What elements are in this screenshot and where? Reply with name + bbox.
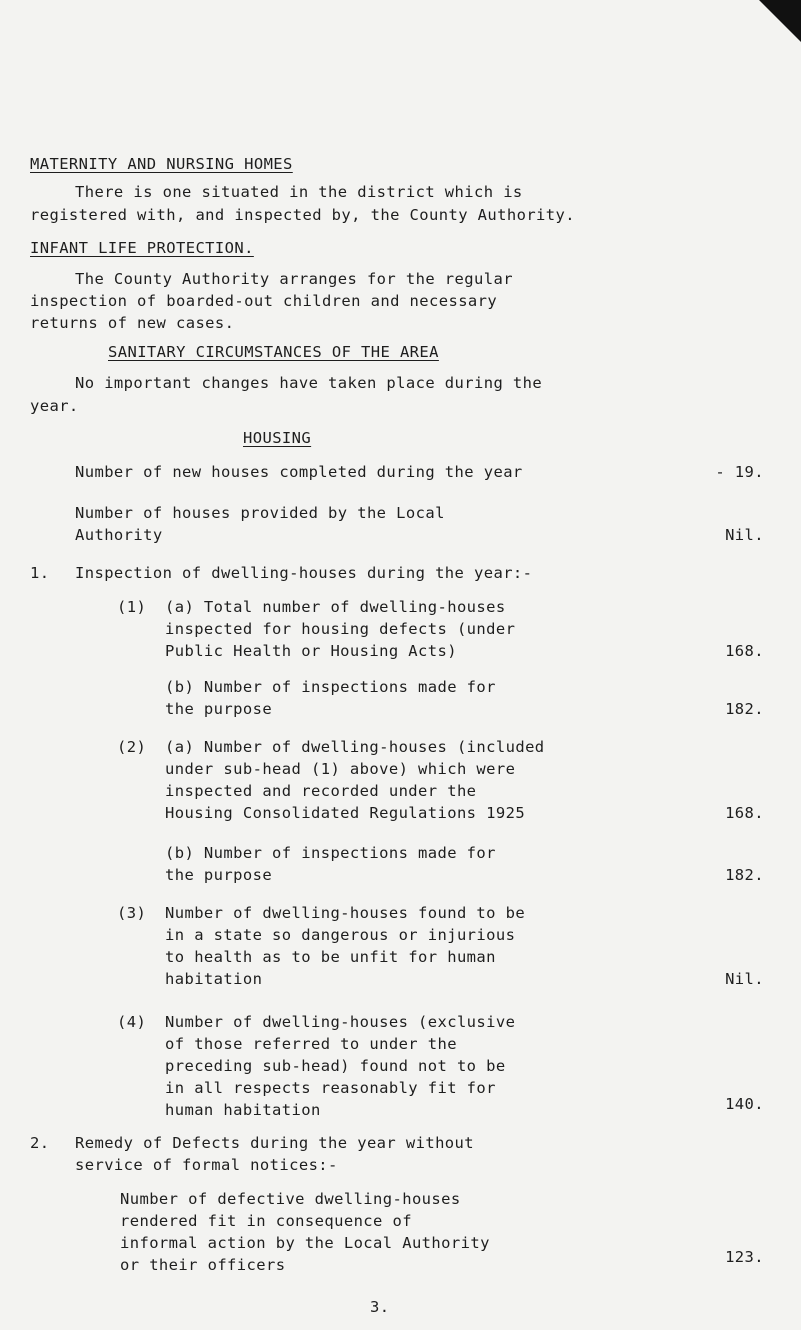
sanitary-text-line-2: year. (30, 397, 79, 415)
item-2-sub-line-3: informal action by the Local Authority (120, 1234, 490, 1252)
maternity-text-line-2: registered with, and inspected by, the County Authority. (30, 206, 575, 224)
item-2-line-2: service of formal notices:- (75, 1156, 338, 1174)
item-2-sub-line-1: Number of defective dwelling-houses (120, 1190, 461, 1208)
item-1-1a-line-3: Public Health or Housing Acts) (165, 642, 457, 660)
item-1-3-number: (3) (117, 904, 147, 922)
item-1-4-line-2: of those referred to under the (165, 1035, 457, 1053)
item-1-4-line-3: preceding sub-head) found not to be (165, 1057, 506, 1075)
item-1-2a-line-4: Housing Consolidated Regulations 1925 (165, 804, 526, 822)
infant-text-line-3: returns of new cases. (30, 314, 235, 332)
item-1-4-line-1: Number of dwelling-houses (exclusive (165, 1013, 516, 1031)
item-1-2b-value: 182. (725, 866, 764, 884)
page-number: 3. (370, 1298, 390, 1316)
item-1-3-value: Nil. (725, 970, 764, 988)
scan-corner-mark (759, 0, 801, 42)
item-2-line-1: Remedy of Defects during the year without (75, 1134, 475, 1152)
item-1-2a-line-3: inspected and recorded under the (165, 782, 477, 800)
item-1-1-number: (1) (117, 598, 147, 616)
maternity-text-line-1: There is one situated in the district which is (75, 183, 523, 201)
item-1-2-number: (2) (117, 738, 147, 756)
maternity-heading: MATERNITY AND NURSING HOMES (30, 155, 293, 173)
infant-text-line-1: The County Authority arranges for the regular (75, 270, 513, 288)
item-1-1b-line-1: (b) Number of inspections made for (165, 678, 496, 696)
item-1-1b-value: 182. (725, 700, 764, 718)
housing-heading: HOUSING (243, 429, 312, 447)
new-houses-label: Number of new houses completed during the year (75, 463, 523, 481)
item-1-2a-line-2: under sub-head (1) above) which were (165, 760, 516, 778)
item-1-3-line-2: in a state so dangerous or injurious (165, 926, 516, 944)
item-1-number: 1. (30, 564, 50, 582)
sanitary-heading: SANITARY CIRCUMSTANCES OF THE AREA (108, 343, 439, 361)
item-1-title: Inspection of dwelling-houses during the year:- (75, 564, 533, 582)
new-houses-value: - 19. (715, 463, 764, 481)
sanitary-text-line-1: No important changes have taken place during the (75, 374, 543, 392)
item-1-1a-line-2: inspected for housing defects (under (165, 620, 516, 638)
item-1-2b-line-2: the purpose (165, 866, 273, 884)
item-2-number: 2. (30, 1134, 50, 1152)
item-1-1a-value: 168. (725, 642, 764, 660)
item-1-2a-line-1: (a) Number of dwelling-houses (included (165, 738, 545, 756)
item-2-value: 123. (725, 1248, 764, 1266)
item-1-3-line-4: habitation (165, 970, 263, 988)
item-1-3-line-1: Number of dwelling-houses found to be (165, 904, 526, 922)
item-1-3-line-3: to health as to be unfit for human (165, 948, 496, 966)
local-authority-line-1: Number of houses provided by the Local (75, 504, 445, 522)
infant-text-line-2: inspection of boarded-out children and necessary (30, 292, 498, 310)
infant-life-heading: INFANT LIFE PROTECTION. (30, 239, 254, 257)
local-authority-line-2: Authority (75, 526, 163, 544)
item-1-4-value: 140. (725, 1095, 764, 1113)
item-1-1b-line-2: the purpose (165, 700, 273, 718)
item-1-1a-line-1: (a) Total number of dwelling-houses (165, 598, 506, 616)
item-1-4-line-4: in all respects reasonably fit for (165, 1079, 496, 1097)
item-1-4-line-5: human habitation (165, 1101, 321, 1119)
local-authority-value: Nil. (725, 526, 764, 544)
item-2-sub-line-2: rendered fit in consequence of (120, 1212, 412, 1230)
item-2-sub-line-4: or their officers (120, 1256, 286, 1274)
item-1-2b-line-1: (b) Number of inspections made for (165, 844, 496, 862)
item-1-4-number: (4) (117, 1013, 147, 1031)
item-1-2a-value: 168. (725, 804, 764, 822)
